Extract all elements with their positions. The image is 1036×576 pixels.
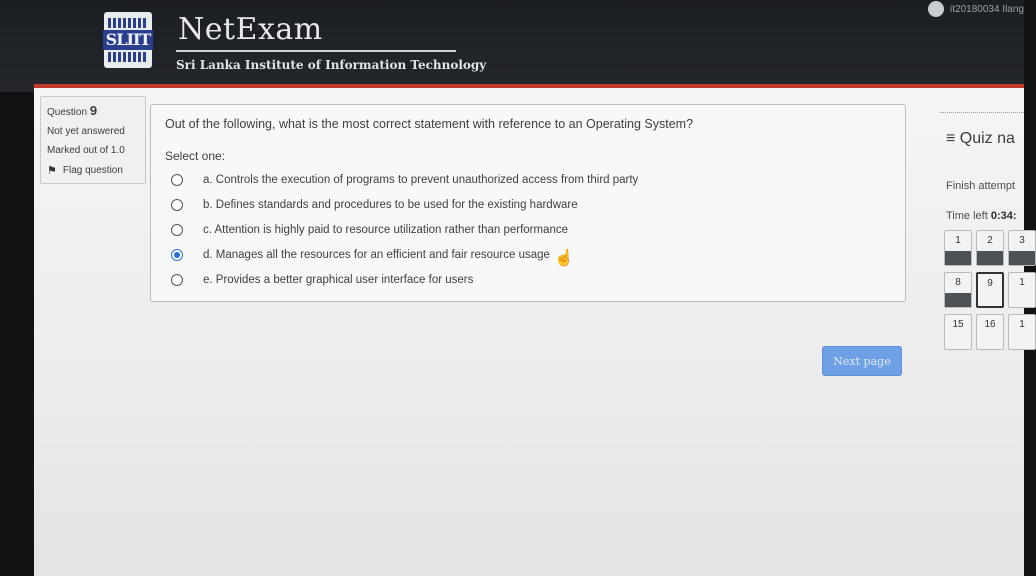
option-c-label[interactable]: c. Attention is highly paid to resource utilization rather than performance bbox=[203, 223, 569, 236]
quiz-nav-button-label[interactable]: 1 bbox=[1019, 277, 1025, 288]
logo-text: SLIIT bbox=[103, 30, 154, 50]
answered-bar bbox=[1009, 251, 1035, 265]
quiz-nav-button-2[interactable] bbox=[976, 230, 1004, 266]
quiz-navigation-title: ≡ Quiz na bbox=[946, 130, 1015, 147]
option-d-label[interactable]: d. Manages all the resources for an efficient and fair resource usage bbox=[203, 248, 550, 261]
question-box bbox=[150, 104, 906, 302]
avatar[interactable] bbox=[928, 1, 944, 17]
select-one-label: Select one: bbox=[165, 149, 226, 163]
quiz-nav-button-9[interactable] bbox=[976, 272, 1004, 308]
brand-title[interactable]: NetExam bbox=[178, 12, 323, 47]
option-a-radio[interactable] bbox=[171, 174, 183, 186]
option-c[interactable] bbox=[165, 217, 891, 242]
question-number-value: 9 bbox=[89, 103, 98, 118]
quiz-nav-button-1[interactable] bbox=[944, 230, 972, 266]
question-text: Out of the following, what is the most correct statement with reference to an Operating System? bbox=[165, 117, 694, 131]
brand-divider bbox=[176, 50, 456, 52]
option-e-radio[interactable] bbox=[171, 274, 183, 286]
flag-icon[interactable]: ⚑ bbox=[47, 165, 57, 177]
quiz-nav-button-3[interactable] bbox=[1008, 230, 1036, 266]
option-d-radio[interactable] bbox=[171, 249, 183, 261]
hand-cursor-icon: ☝ bbox=[554, 250, 574, 267]
main-content bbox=[34, 88, 1024, 576]
question-marks: Marked out of 1.0 bbox=[47, 145, 125, 156]
quiz-nav-button-8[interactable] bbox=[944, 272, 972, 308]
option-b[interactable] bbox=[165, 192, 891, 217]
quiz-nav-button-label[interactable]: 3 bbox=[1019, 235, 1025, 246]
answered-bar bbox=[977, 251, 1003, 265]
brand-subtitle: Sri Lanka Institute of Information Technology bbox=[176, 58, 487, 72]
quiz-nav-button-15[interactable] bbox=[944, 314, 972, 350]
quiz-nav-button-label[interactable]: 9 bbox=[987, 278, 993, 289]
site-header bbox=[0, 0, 1024, 92]
answer-options bbox=[165, 167, 891, 292]
finish-attempt-link[interactable]: Finish attempt bbox=[946, 180, 1016, 192]
answered-bar bbox=[945, 293, 971, 307]
question-number bbox=[47, 103, 139, 118]
question-label: Question bbox=[47, 107, 88, 118]
quiz-nav-button-10[interactable] bbox=[1008, 272, 1036, 308]
quiz-nav-button-label[interactable]: 2 bbox=[987, 235, 993, 246]
quiz-nav-button-17[interactable] bbox=[1008, 314, 1036, 350]
quiz-nav-button-label[interactable]: 16 bbox=[984, 319, 996, 330]
option-a[interactable] bbox=[165, 167, 891, 192]
quiz-nav-button-label[interactable]: 8 bbox=[955, 277, 961, 288]
flag-question-link[interactable] bbox=[47, 164, 139, 177]
option-e[interactable] bbox=[165, 267, 891, 292]
time-left-value: 0:34: bbox=[990, 210, 1017, 222]
option-c-radio[interactable] bbox=[171, 224, 183, 236]
time-left bbox=[946, 210, 1017, 222]
question-info-panel bbox=[40, 96, 146, 184]
sliit-logo[interactable] bbox=[104, 12, 152, 68]
quiz-nav-button-label[interactable]: 15 bbox=[952, 319, 964, 330]
logo-grid-top bbox=[108, 18, 148, 28]
user-name[interactable]: it20180034 Ilang bbox=[950, 3, 1024, 15]
flag-question-label[interactable]: Flag question bbox=[62, 165, 123, 176]
question-status: Not yet answered bbox=[47, 126, 125, 137]
user-menu[interactable] bbox=[928, 0, 1024, 18]
time-left-label: Time left bbox=[946, 210, 988, 222]
next-page-button[interactable]: Next page bbox=[822, 346, 902, 376]
answered-bar bbox=[945, 251, 971, 265]
option-e-label[interactable]: e. Provides a better graphical user interface for users bbox=[203, 273, 474, 286]
quiz-nav-button-label[interactable]: 1 bbox=[955, 235, 961, 246]
nav-divider bbox=[940, 112, 1024, 113]
option-d[interactable] bbox=[165, 242, 891, 267]
logo-grid-bottom bbox=[108, 52, 148, 62]
quiz-nav-button-label[interactable]: 1 bbox=[1019, 319, 1025, 330]
option-b-radio[interactable] bbox=[171, 199, 183, 211]
quiz-nav-button-16[interactable] bbox=[976, 314, 1004, 350]
option-b-label[interactable]: b. Defines standards and procedures to be used for the existing hardware bbox=[203, 198, 578, 211]
option-a-label[interactable]: a. Controls the execution of programs to prevent unauthorized access from third party bbox=[203, 173, 639, 186]
